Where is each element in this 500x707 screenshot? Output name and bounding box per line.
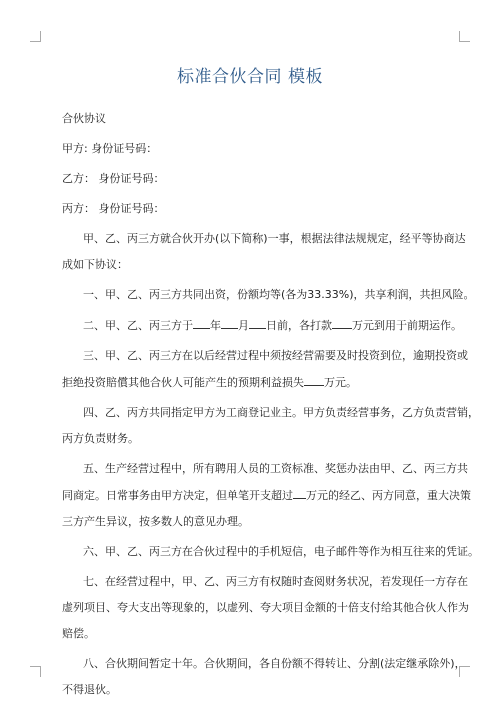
clause-5-part-a: 同商定。日常事务由甲方决定，但单笔开支超过 [62, 489, 293, 502]
document-body [62, 112, 479, 697]
blank-year [193, 318, 210, 329]
clause-3-part-b: 万元。 [324, 376, 357, 389]
clause-4-line-2: 丙方负责财务。 [62, 432, 139, 445]
clause-7-line-1: 七、在经营过程中，甲、乙、丙三方有权随时查阅财务状况，若发现任一方存在 [83, 575, 468, 588]
clause-2 [62, 318, 462, 333]
crop-mark-top-left [30, 31, 41, 42]
clause-4-line-1: 四、乙、丙方共同指定甲方为工商登记业主。甲方负责经营事务，乙方负责营销， [83, 406, 479, 419]
intro-line-2: 成如下协议： [62, 258, 128, 271]
blank-month [221, 318, 238, 329]
party-a-line: 甲方: 身份证号码： [62, 142, 158, 155]
blank-amount [332, 318, 352, 329]
clause-5-line-2 [62, 488, 471, 503]
clause-2-part-e: 万元到用于前期运作。 [352, 319, 462, 332]
clause-3-line-2 [62, 375, 438, 390]
clause-7-line-3: 赔偿。 [62, 627, 95, 640]
agreement-heading: 合伙协议 [62, 112, 106, 125]
blank-day [249, 318, 266, 329]
intro-line-1: 甲、乙、丙三方就合伙开办(以下简称)一事，根据法律法规规定，经平等协商达 [83, 232, 466, 245]
clause-5-part-b: 万元的经乙、丙方同意，重大决策 [306, 489, 471, 502]
clause-2-part-c: 月 [238, 319, 249, 332]
blank-expense-limit [293, 488, 306, 499]
clause-3-part-a: 拒绝投资賠償其他合伙人可能产生的预期利益损失 [62, 376, 304, 389]
clause-5-line-1: 五、生产经营过程中，所有聘用人员的工资标准、奖惩办法由甲、乙、丙三方共 [83, 462, 468, 475]
clause-8-line-1: 八、合伙期间暂定十年。合伙期间，各自份额不得转让、分割(法定继承除外)， [83, 657, 466, 670]
clause-2-part-b: 年 [210, 319, 221, 332]
clause-7-line-2: 虚列项目、夸大支出等现象的，以虚列、夸大项目金额的十倍支付给其他合伙人作为 [62, 601, 469, 614]
clause-3-line-1: 三、甲、乙、丙三方在以后经营过程中须按经营需要及时投资到位，逾期投资或 [83, 349, 468, 362]
party-b-line: 乙方： 身份证号码： [62, 172, 165, 185]
party-c-line: 丙方： 身份证号码： [62, 202, 165, 215]
clause-6: 六、甲、乙、丙三方在合伙过程中的手机短信，电子邮件等作为相互往来的凭证。 [83, 545, 479, 558]
document-title: 标准合伙合同 模板 [177, 67, 323, 87]
clause-2-part-a: 二、甲、乙、丙三方于 [83, 319, 193, 332]
clause-8-line-2: 不得退伙。 [62, 683, 117, 696]
clause-2-part-d: 日前，各打款 [266, 319, 332, 332]
crop-mark-top-right [459, 31, 470, 42]
crop-mark-bottom-left [30, 666, 41, 677]
clause-5-line-3: 三方产生异议，按多数人的意见办理。 [62, 515, 249, 528]
blank-loss-amount [304, 375, 324, 386]
clause-1: 一、甲、乙、丙三方共同出资，份额均等(各为33.33%)，共享利润，共担风险。 [83, 288, 475, 301]
